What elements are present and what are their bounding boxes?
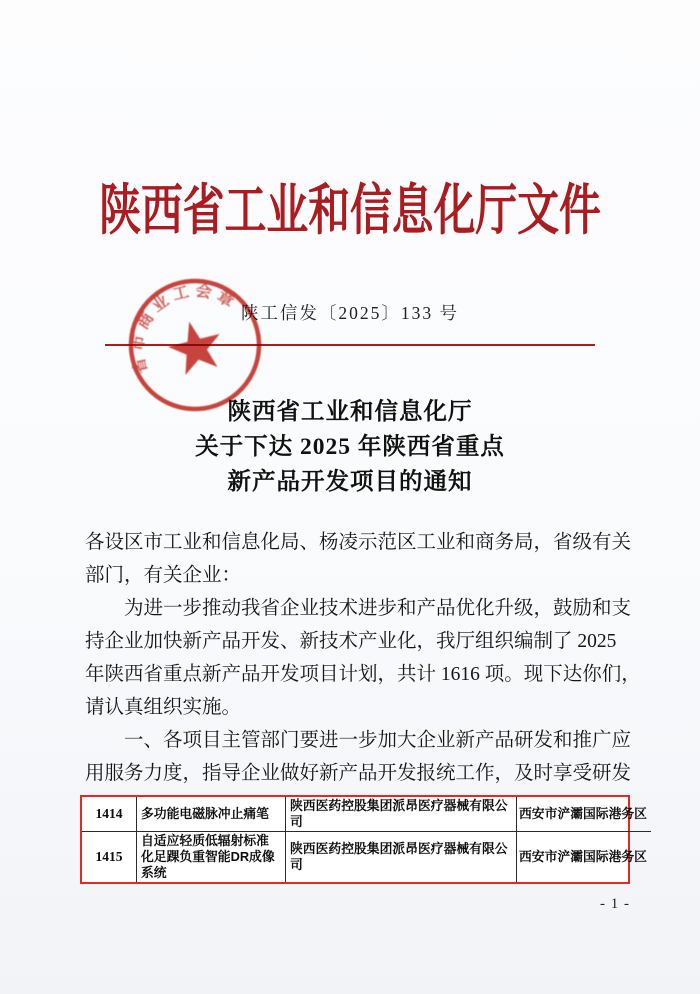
body-line: 部门，有关企业： [85,565,242,586]
company-cell: 陕西医药控股集团派昂医疗器械有限公司 [286,831,517,881]
body-line: 为进一步推动我省企业技术进步和产品优化升级，鼓励和支 [124,598,632,619]
notice-title-line-3: 新产品开发项目的通知 [227,469,473,495]
star-icon [163,315,227,377]
project-name-cell: 多功能电磁脉冲止痛笔 [137,797,286,831]
svg-text:省市商业工会章 [115,271,254,376]
doc-number: 陕工信发〔2025〕133 号 [240,303,460,323]
district-cell: 西安市浐灞国际港务区 [517,797,652,831]
body-line: 持企业加快新产品开发、新技术产业化，我厅组织编制了 2025 [85,631,617,652]
company-cell: 陕西医药控股集团派昂医疗器械有限公司 [286,797,517,831]
table-row [82,797,651,831]
project-name-cell: 自适应轻质低辐射标准化足踝负重智能DR成像系统 [137,831,286,881]
seal-arc-text: 省市商业工会章 [129,282,241,376]
notice-title-line-1: 陕西省工业和信息化厅 [227,399,473,425]
district-cell: 西安市浐灞国际港务区 [517,831,652,881]
notice-title-line-2: 关于下达 2025 年陕西省重点 [195,434,505,460]
body-line: 一、各项目主管部门要进一步加大企业新产品研发和推广应 [124,730,632,751]
body-line: 各设区市工业和信息化局、杨凌示范区工业和商务局，省级有关 [85,532,632,553]
table-row [82,831,651,881]
body-line: 请认真组织实施。 [85,697,242,718]
body-line: 年陕西省重点新产品开发项目计划，共计 1616 项。现下达你们， [85,664,641,685]
body-line: 用服务力度，指导企业做好新产品开发报统工作，及时享受研发 [85,763,632,784]
highlighted-project-table [80,795,647,884]
project-id-cell: 1414 [82,797,137,831]
project-id-cell: 1415 [82,831,137,881]
letterhead-title: 陕西省工业和信息化厅文件 [99,180,601,241]
page-number: - 1 - [600,896,630,912]
